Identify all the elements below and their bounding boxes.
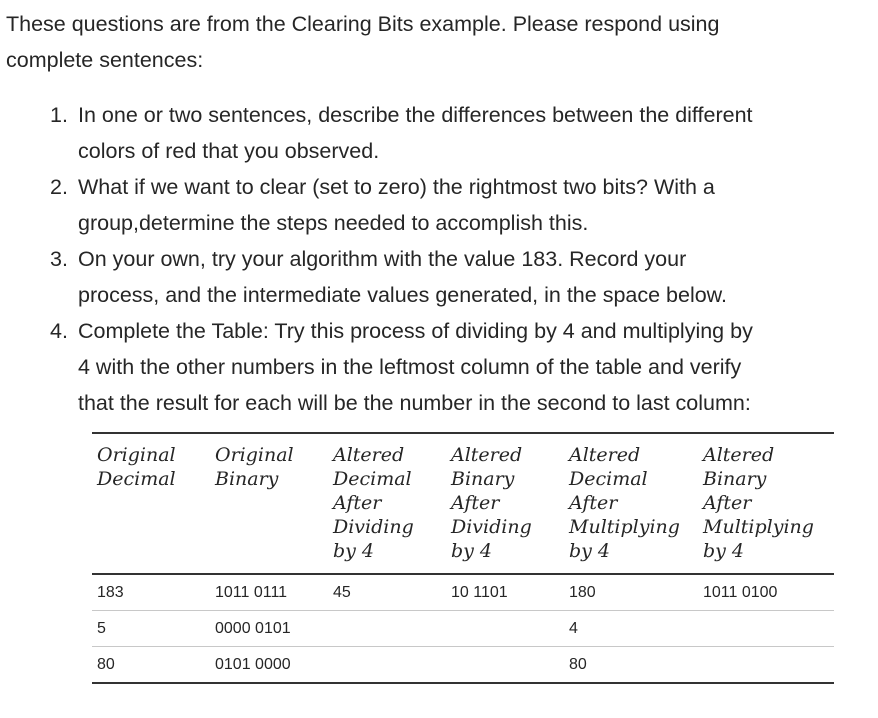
question-text-line: Complete the Table: Try this process of dividing by 4 and multiplying by (78, 319, 753, 343)
table-cell (328, 647, 446, 684)
header-altered-decimal-dividing: Altered Decimal After Dividing by 4 (333, 444, 414, 562)
table-cell (446, 611, 564, 647)
table-row (92, 574, 834, 611)
question-item (50, 97, 870, 169)
header-altered-binary-multiplying: Altered Binary After Multiplying by 4 (703, 444, 814, 562)
table-cell: 1011 0111 (215, 583, 288, 601)
bits-table-container (92, 432, 834, 684)
question-item (50, 169, 870, 241)
question-number: 4. (50, 319, 68, 343)
header-altered-binary-dividing: Altered Binary After Dividing by 4 (451, 444, 532, 562)
question-number: 3. (50, 247, 68, 271)
question-number: 1. (50, 103, 68, 127)
table-header-row (92, 433, 834, 574)
question-text-line: colors of red that you observed. (78, 139, 380, 163)
table-cell: 0101 0000 (215, 655, 291, 673)
intro-paragraph (6, 6, 866, 78)
table-cell: 10 1101 (451, 583, 508, 601)
table-cell (446, 647, 564, 684)
table-cell: 4 (569, 619, 578, 637)
question-item (50, 241, 870, 313)
table-cell: 5 (97, 619, 106, 637)
table-cell: 80 (97, 655, 115, 673)
header-original-decimal: Original Decimal (97, 444, 176, 490)
table-cell: 0000 0101 (215, 619, 291, 637)
question-text-line: 4 with the other numbers in the leftmost column of the table and verify (78, 355, 742, 379)
table-row (92, 611, 834, 647)
question-text-line: On your own, try your algorithm with the value 183. Record your (78, 247, 687, 271)
table-cell: 80 (569, 655, 587, 673)
question-list (50, 97, 870, 421)
table-cell (698, 647, 834, 684)
table-row (92, 647, 834, 684)
question-number: 2. (50, 175, 68, 199)
bits-table (92, 432, 834, 684)
table-cell: 45 (333, 583, 351, 601)
intro-line: These questions are from the Clearing Bits example. Please respond using (6, 12, 720, 36)
table-cell: 183 (97, 583, 124, 601)
intro-line: complete sentences: (6, 48, 204, 72)
question-text-line: In one or two sentences, describe the differences between the different (78, 103, 753, 127)
table-cell: 1011 0100 (703, 583, 778, 601)
header-original-binary: Original Binary (215, 444, 294, 490)
table-cell (328, 611, 446, 647)
question-text-line: process, and the intermediate values generated, in the space below. (78, 283, 727, 307)
question-text-line: What if we want to clear (set to zero) the rightmost two bits? With a (78, 175, 715, 199)
header-altered-decimal-multiplying: Altered Decimal After Multiplying by 4 (569, 444, 680, 562)
table-cell: 180 (569, 583, 596, 601)
question-text-line: that the result for each will be the number in the second to last column: (78, 391, 751, 415)
question-text-line: group,determine the steps needed to accomplish this. (78, 211, 589, 235)
question-item (50, 313, 870, 421)
table-cell (698, 611, 834, 647)
